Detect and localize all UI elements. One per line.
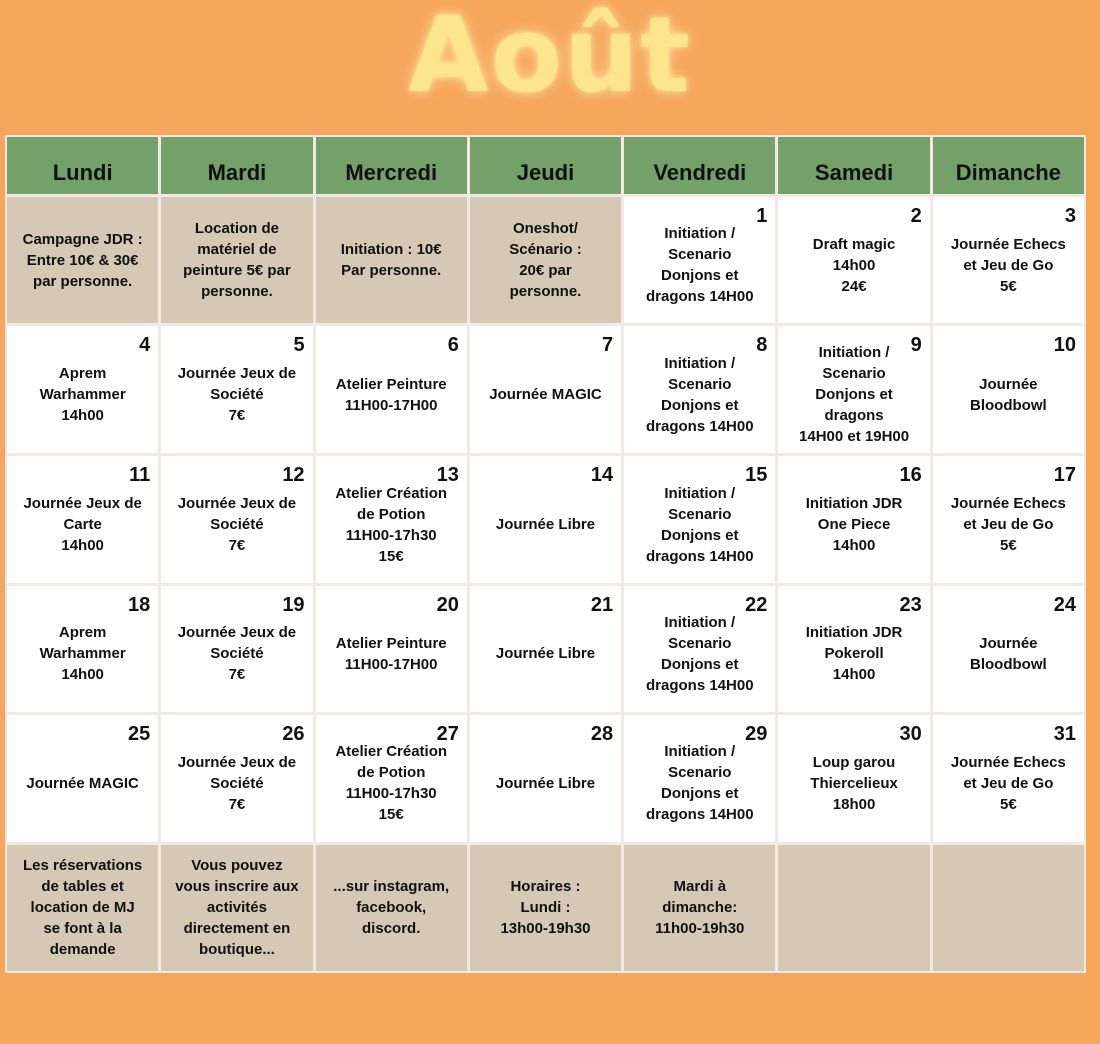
day-number: 14 [590, 464, 614, 487]
day-event: Journée MAGIC [26, 774, 139, 792]
info-cell [7, 845, 158, 971]
weekday-header: Samedi [778, 137, 929, 194]
day-number: 30 [899, 723, 922, 746]
day-cell [624, 326, 775, 453]
info-cell [316, 197, 467, 323]
day-cell [624, 586, 775, 712]
calendar-grid [5, 135, 1086, 973]
info-text: Mardi à dimanche: 11h00-19h30 [655, 878, 745, 938]
day-number: 24 [1053, 593, 1076, 616]
info-text: Vous pouvez vous inscrire aux activités directement en boutique... [175, 857, 299, 959]
info-cell [7, 197, 158, 323]
day-cell [161, 715, 312, 841]
day-cell [316, 715, 467, 841]
day-cell [778, 456, 929, 582]
day-event: Journée Jeux de Société 7€ [177, 365, 297, 425]
day-cell [7, 326, 158, 453]
day-cell [470, 326, 621, 453]
day-cell [624, 715, 775, 841]
day-cell [316, 456, 467, 582]
day-number: 6 [447, 334, 459, 357]
day-event: Journée Jeux de Société 7€ [177, 753, 297, 813]
day-event: Atelier Peinture 11H00-17H00 [335, 634, 447, 673]
day-number: 10 [1053, 334, 1076, 357]
info-cell [624, 845, 775, 971]
day-number: 27 [436, 723, 459, 746]
day-number: 11 [129, 464, 151, 487]
day-event: Atelier Peinture 11H00-17H00 [335, 375, 447, 414]
day-number: 2 [910, 205, 922, 227]
day-event: Journée Libre [495, 516, 596, 534]
day-number: 13 [436, 464, 459, 487]
weekday-header: Lundi [7, 137, 158, 194]
day-event: Aprem Warhammer 14h00 [39, 624, 126, 684]
day-event: Journée Echecs et Jeu de Go 5€ [950, 495, 1066, 555]
day-cell [470, 586, 621, 712]
day-number: 12 [282, 464, 305, 487]
info-cell [778, 845, 929, 971]
day-event: Initiation JDR One Piece 14h00 [805, 495, 903, 555]
day-number: 28 [590, 723, 614, 746]
weekday-header: Jeudi [470, 137, 621, 194]
info-text: Oneshot/ Scénario : 20€ par personne. [509, 220, 582, 301]
day-number: 4 [139, 334, 151, 357]
day-cell [933, 586, 1084, 712]
weekday-header: Dimanche [933, 137, 1084, 194]
info-cell [470, 845, 621, 971]
day-event: Initiation / Scenario Donjons et dragons 14H00 [646, 743, 754, 824]
day-cell [933, 715, 1084, 841]
day-event: Atelier Création de Potion 11H00-17h30 15€ [335, 484, 448, 565]
day-cell [470, 715, 621, 841]
info-cell [470, 197, 621, 323]
weekday-header: Mardi [161, 137, 312, 194]
weekday-header: Mercredi [316, 137, 467, 194]
day-cell [161, 456, 312, 582]
day-cell [316, 586, 467, 712]
day-cell [778, 586, 929, 712]
day-event: Journée Jeux de Carte 14h00 [23, 495, 142, 555]
info-text: ...sur instagram, facebook, discord. [333, 878, 450, 938]
day-number: 23 [899, 593, 922, 616]
day-event: Journée Echecs et Jeu de Go 5€ [950, 753, 1066, 813]
day-number: 18 [128, 593, 151, 616]
day-number: 29 [745, 723, 768, 746]
day-number: 26 [282, 723, 305, 746]
day-number: 16 [899, 464, 922, 487]
day-number: 9 [910, 334, 922, 357]
info-text: Location de matériel de peinture 5€ par personne. [183, 220, 291, 301]
day-number: 31 [1053, 723, 1076, 746]
day-event: Journée MAGIC [489, 386, 602, 404]
day-cell [470, 456, 621, 582]
day-number: 7 [602, 334, 614, 357]
day-number: 25 [128, 723, 151, 746]
day-number: 20 [436, 593, 459, 616]
day-number: 8 [756, 334, 768, 357]
day-cell [624, 456, 775, 582]
day-event: Journée Bloodbowl [970, 375, 1047, 414]
info-cell [161, 197, 312, 323]
day-event: Journée Echecs et Jeu de Go 5€ [950, 235, 1066, 295]
day-cell [161, 326, 312, 453]
day-cell [161, 586, 312, 712]
page-title: Août [408, 0, 692, 116]
day-cell [7, 586, 158, 712]
day-cell [316, 326, 467, 453]
day-number: 21 [590, 593, 614, 616]
day-cell [933, 197, 1084, 323]
info-cell [316, 845, 467, 971]
day-event: Journée Libre [495, 774, 596, 792]
day-number: 5 [293, 334, 305, 357]
day-cell [7, 715, 158, 841]
day-event: Initiation / Scenario Donjons et dragons 14H00 et 19H00 [799, 344, 910, 446]
day-event: Draft magic 14h00 24€ [812, 235, 896, 295]
day-number: 15 [745, 464, 768, 487]
day-number: 17 [1053, 464, 1076, 487]
day-event: Initiation / Scenario Donjons et dragons 14H00 [646, 613, 754, 694]
day-number: 3 [1064, 205, 1076, 227]
weekday-header: Vendredi [624, 137, 775, 194]
day-cell [778, 197, 929, 323]
day-event: Journée Jeux de Société 7€ [177, 624, 297, 684]
day-event: Journée Bloodbowl [970, 634, 1047, 673]
day-cell [7, 456, 158, 582]
day-event: Initiation JDR Pokeroll 14h00 [805, 624, 903, 684]
day-cell [778, 715, 929, 841]
day-cell [933, 456, 1084, 582]
day-event: Initiation / Scenario Donjons et dragons 14H00 [646, 225, 754, 306]
day-event: Journée Libre [495, 645, 596, 663]
day-cell [933, 326, 1084, 453]
day-event: Loup garou Thiercelieux 18h00 [810, 753, 898, 813]
info-text: Campagne JDR : Entre 10€ & 30€ par personne. [22, 230, 143, 290]
day-event: Aprem Warhammer 14h00 [39, 365, 126, 425]
day-cell [778, 326, 929, 453]
day-event: Initiation / Scenario Donjons et dragons 14H00 [646, 354, 754, 435]
info-text: Horaires : Lundi : 13h00-19h30 [500, 878, 591, 938]
day-event: Journée Jeux de Société 7€ [177, 495, 297, 555]
info-cell [161, 845, 312, 971]
info-cell [933, 845, 1084, 971]
day-number: 1 [756, 205, 768, 227]
day-number: 22 [745, 593, 768, 616]
day-event: Initiation / Scenario Donjons et dragons 14H00 [646, 484, 754, 565]
day-event: Atelier Création de Potion 11H00-17h30 15€ [335, 743, 448, 824]
info-text: Les réservations de tables et location de MJ se font à la demande [23, 857, 143, 959]
day-number: 19 [282, 593, 305, 616]
day-cell [624, 197, 775, 323]
info-text: Initiation : 10€ Par personne. [340, 241, 442, 280]
